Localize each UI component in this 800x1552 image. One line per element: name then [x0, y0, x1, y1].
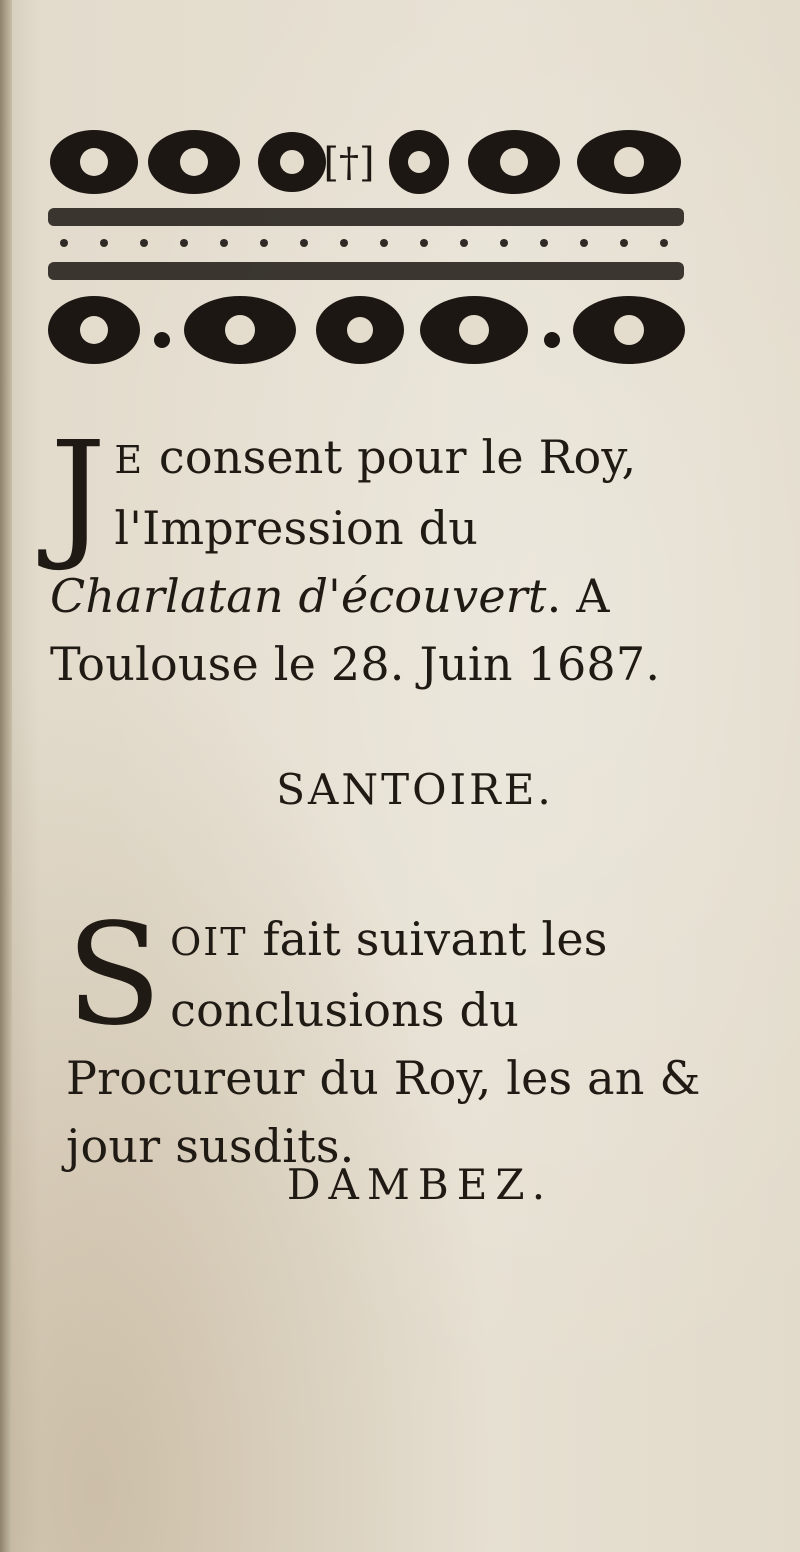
- first-word-rest: E: [114, 438, 145, 482]
- signature-dambez: DAMBEZ.: [286, 1160, 554, 1209]
- order-text: fait suivant les conclusions du Procureur du Roy, les an & jour susdits.: [66, 912, 701, 1173]
- ornament-icon: [44, 118, 690, 374]
- imprimatur-text-2: . A Toulouse le 28. Juin 1687.: [50, 569, 661, 691]
- fleuron-top-6: [577, 130, 681, 194]
- fleuron-bottom-3: [316, 296, 404, 364]
- fleuron-bottom-2: [184, 296, 296, 364]
- fleuron-top-4: [389, 130, 449, 194]
- fleuron-top-5: [468, 130, 560, 194]
- fleuron-top-1: [50, 130, 138, 194]
- s-mark-row: [60, 239, 668, 247]
- drop-cap-s: S: [66, 894, 163, 1057]
- drop-cap-j: J: [50, 412, 107, 575]
- fleuron-top-2: [148, 130, 240, 194]
- fleuron-top-3: [258, 132, 326, 192]
- order-paragraph: [66, 894, 706, 1180]
- imprimatur-text-1: consent pour le Roy, l'Impression du: [114, 430, 637, 555]
- printers-ornament-header: [44, 118, 690, 374]
- order-first-word-rest: OIT: [170, 920, 248, 964]
- fleuron-bottom-4: [420, 296, 528, 364]
- signature-mark: [†]: [323, 140, 375, 186]
- imprimatur-paragraph: [50, 412, 700, 698]
- fleuron-bottom-5: [573, 296, 685, 364]
- signature-santoire: SANTOIRE.: [276, 765, 554, 814]
- book-title: Charlatan d'écouvert: [50, 569, 547, 623]
- fleuron-bottom-1: [48, 296, 140, 364]
